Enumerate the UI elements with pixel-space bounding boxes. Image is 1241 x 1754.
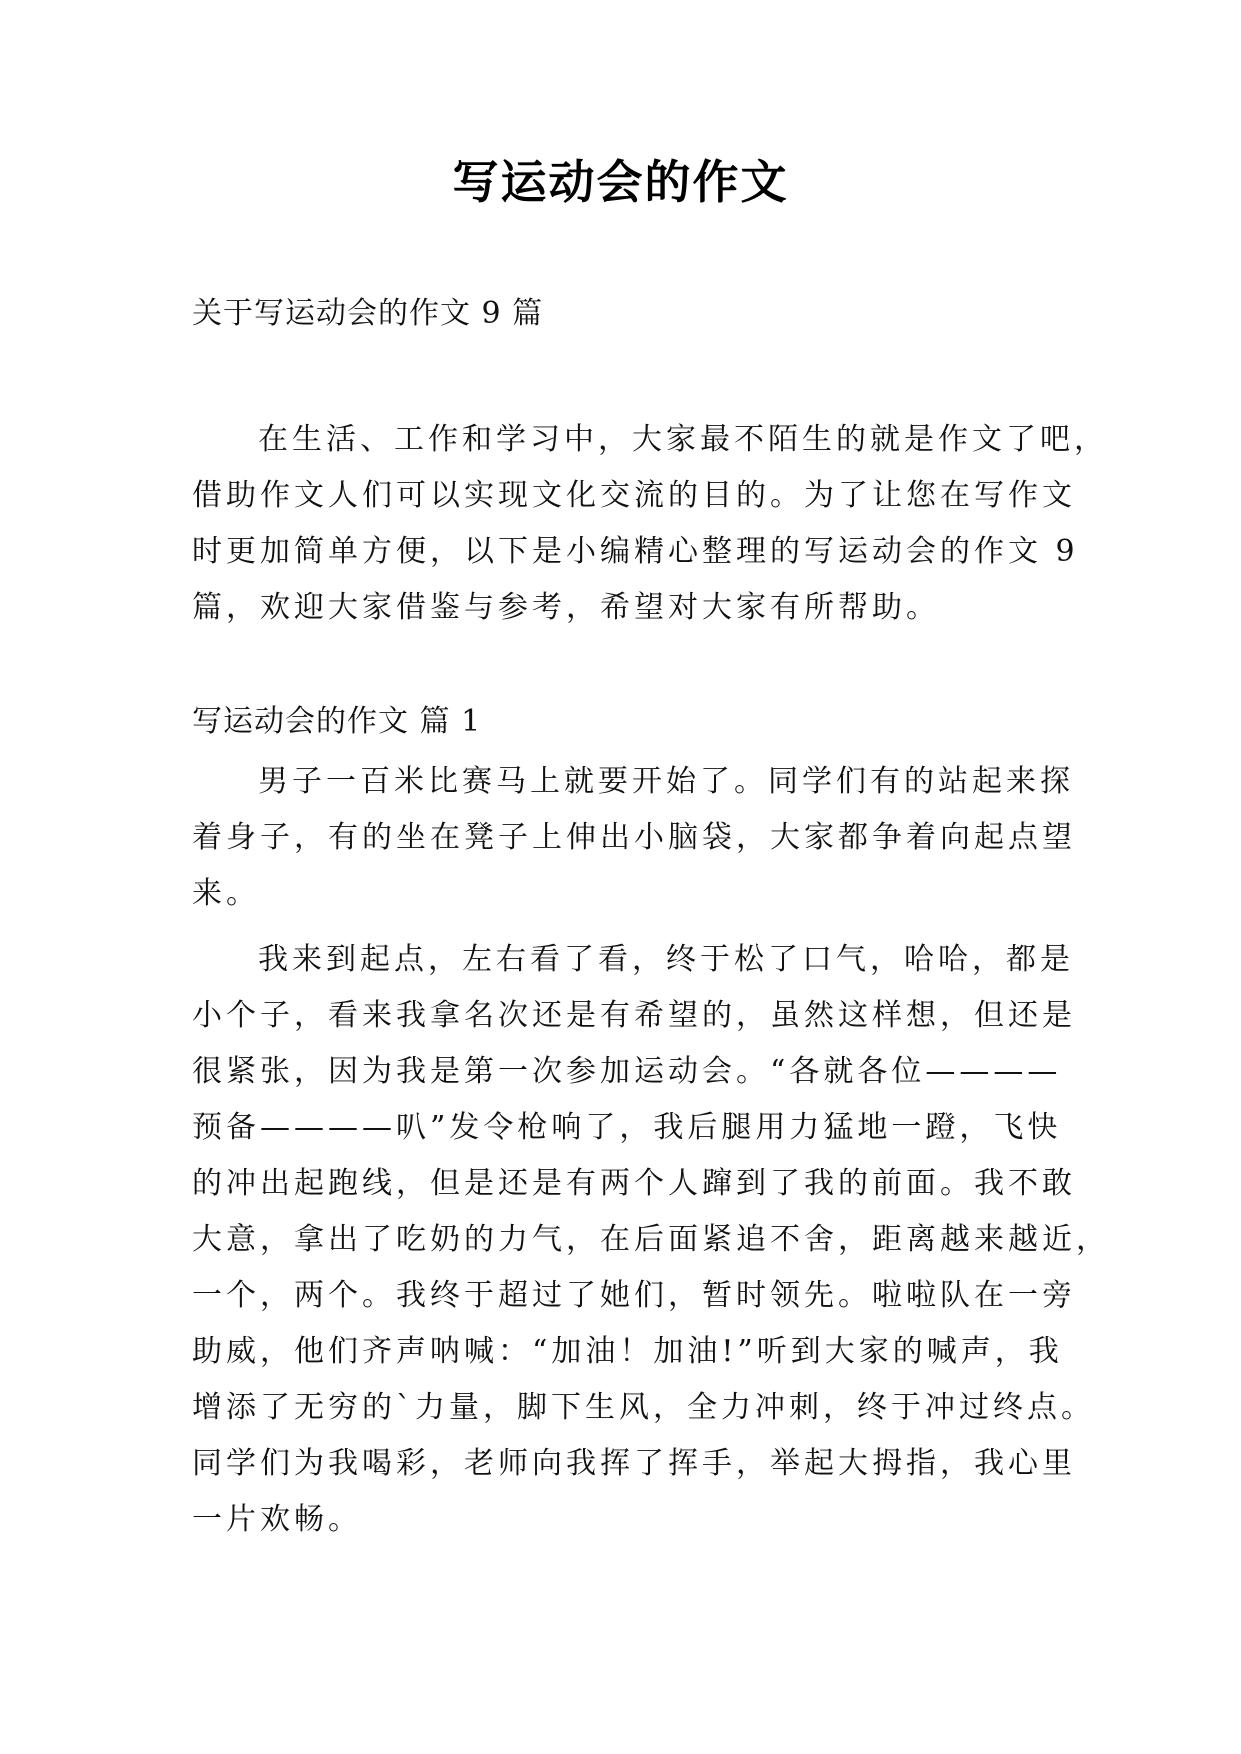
paragraph-line: 大意，拿出了吃奶的力气，在后面紧追不舍，距离越来越近， bbox=[192, 1222, 1110, 1257]
intro-paragraph bbox=[192, 412, 1108, 636]
document-subtitle: 关于写运动会的作文 9 篇 bbox=[192, 296, 544, 331]
intro-line: 时更加简单方便，以下是小编精心整理的写运动会的作文 9 bbox=[192, 534, 1079, 569]
paragraph-line: 一个，两个。我终于超过了她们，暂时领先。啦啦队在一旁 bbox=[192, 1278, 1076, 1313]
document-title: 写运动会的作文 bbox=[452, 155, 789, 209]
paragraph-line: 来。 bbox=[192, 876, 260, 911]
section-heading: 写运动会的作文 篇 1 bbox=[192, 704, 482, 739]
paragraph-line: 的冲出起跑线，但是还是有两个人蹿到了我的前面。我不敢 bbox=[192, 1166, 1076, 1201]
paragraph-line: 同学们为我喝彩，老师向我挥了挥手，举起大拇指，我心里 bbox=[192, 1446, 1076, 1481]
paragraph-line: 增添了无穷的`力量，脚下生风，全力冲刺，终于冲过终点。 bbox=[192, 1390, 1095, 1425]
paragraph-1 bbox=[192, 754, 1076, 922]
paragraph-2 bbox=[192, 932, 1110, 1548]
paragraph-line: 男子一百米比赛马上就要开始了。同学们有的站起来探 bbox=[258, 764, 1074, 799]
paragraph-line: 一片欢畅。 bbox=[192, 1502, 362, 1537]
intro-line: 篇，欢迎大家借鉴与参考，希望对大家有所帮助。 bbox=[192, 590, 940, 625]
intro-line: 在生活、工作和学习中，大家最不陌生的就是作文了吧， bbox=[258, 422, 1108, 457]
paragraph-line: 助威，他们齐声呐喊：“加油！加油!”听到大家的喊声，我 bbox=[192, 1334, 1063, 1369]
paragraph-line: 小个子，看来我拿名次还是有希望的，虽然这样想，但还是 bbox=[192, 998, 1076, 1033]
paragraph-line: 着身子，有的坐在凳子上伸出小脑袋，大家都争着向起点望 bbox=[192, 820, 1076, 855]
paragraph-line: 很紧张，因为我是第一次参加运动会。“各就各位———— bbox=[192, 1054, 1062, 1089]
paragraph-line: 预备————叭”发令枪响了，我后腿用力猛地一蹬，飞快 bbox=[192, 1110, 1062, 1145]
paragraph-line: 我来到起点，左右看了看，终于松了口气，哈哈，都是 bbox=[258, 942, 1074, 977]
intro-line: 借助作文人们可以实现文化交流的目的。为了让您在写作文 bbox=[192, 478, 1076, 513]
